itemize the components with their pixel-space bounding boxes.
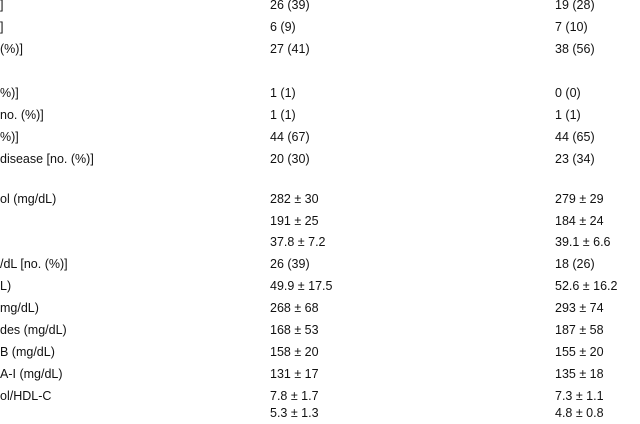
group2-value: 52.6 ± 16.2 [555, 279, 618, 293]
table-row [0, 16, 640, 38]
group2-value: 44 (65) [555, 130, 595, 144]
group2-value: 19 (28) [555, 0, 595, 12]
table-row [0, 402, 640, 424]
group1-value: 27 (41) [270, 42, 310, 56]
row-label: L) [0, 279, 12, 293]
row-label: B (mg/dL) [0, 345, 55, 359]
group1-value: 1 (1) [270, 108, 296, 122]
group2-value: 1 (1) [555, 108, 581, 122]
group2-value: 184 ± 24 [555, 214, 604, 228]
row-label: A-I (mg/dL) [0, 367, 63, 381]
row-label: (%)] [0, 42, 23, 56]
group2-value: 293 ± 74 [555, 301, 604, 315]
group1-value: 168 ± 53 [270, 323, 319, 337]
group2-value: 7 (10) [555, 20, 588, 34]
row-label: ol (mg/dL) [0, 192, 57, 206]
table-row [0, 275, 640, 297]
row-label: mg/dL) [0, 301, 39, 315]
row-label: disease [no. (%)] [0, 152, 94, 166]
table-row [0, 253, 640, 275]
row-label: no. (%)] [0, 108, 44, 122]
table-row [0, 188, 640, 210]
table-row [0, 82, 640, 104]
table-row [0, 126, 640, 148]
table-row [0, 0, 640, 16]
group1-value: 268 ± 68 [270, 301, 319, 315]
group1-value: 44 (67) [270, 130, 310, 144]
group2-value: 38 (56) [555, 42, 595, 56]
group2-value: 187 ± 58 [555, 323, 604, 337]
group2-value: 0 (0) [555, 86, 581, 100]
row-label: ol/HDL-C [0, 389, 52, 403]
group1-value: 158 ± 20 [270, 345, 319, 359]
group2-value: 4.8 ± 0.8 [555, 406, 604, 420]
row-label: %)] [0, 86, 19, 100]
table-row [0, 210, 640, 232]
group1-value: 1 (1) [270, 86, 296, 100]
table-row [0, 38, 640, 60]
group2-value: 39.1 ± 6.6 [555, 235, 611, 249]
table-row [0, 104, 640, 126]
row-label: %)] [0, 130, 19, 144]
row-label: des (mg/dL) [0, 323, 67, 337]
group1-value: 282 ± 30 [270, 192, 319, 206]
group1-value: 7.8 ± 1.7 [270, 389, 319, 403]
group1-value: 49.9 ± 17.5 [270, 279, 333, 293]
table-row [0, 231, 640, 253]
group1-value: 26 (39) [270, 257, 310, 271]
group2-value: 135 ± 18 [555, 367, 604, 381]
table-row [0, 60, 640, 82]
group2-value: 155 ± 20 [555, 345, 604, 359]
table-row [0, 363, 640, 385]
table-row [0, 297, 640, 319]
table-row [0, 148, 640, 170]
group1-value: 37.8 ± 7.2 [270, 235, 326, 249]
group1-value: 131 ± 17 [270, 367, 319, 381]
table-row [0, 341, 640, 363]
table-row [0, 319, 640, 341]
group1-value: 5.3 ± 1.3 [270, 406, 319, 420]
group1-value: 191 ± 25 [270, 214, 319, 228]
group1-value: 6 (9) [270, 20, 296, 34]
group2-value: 7.3 ± 1.1 [555, 389, 604, 403]
group2-value: 279 ± 29 [555, 192, 604, 206]
group2-value: 18 (26) [555, 257, 595, 271]
group1-value: 20 (30) [270, 152, 310, 166]
row-label: /dL [no. (%)] [0, 257, 68, 271]
row-label: ] [0, 0, 4, 12]
group1-value: 26 (39) [270, 0, 310, 12]
row-label: ] [0, 20, 4, 34]
group2-value: 23 (34) [555, 152, 595, 166]
